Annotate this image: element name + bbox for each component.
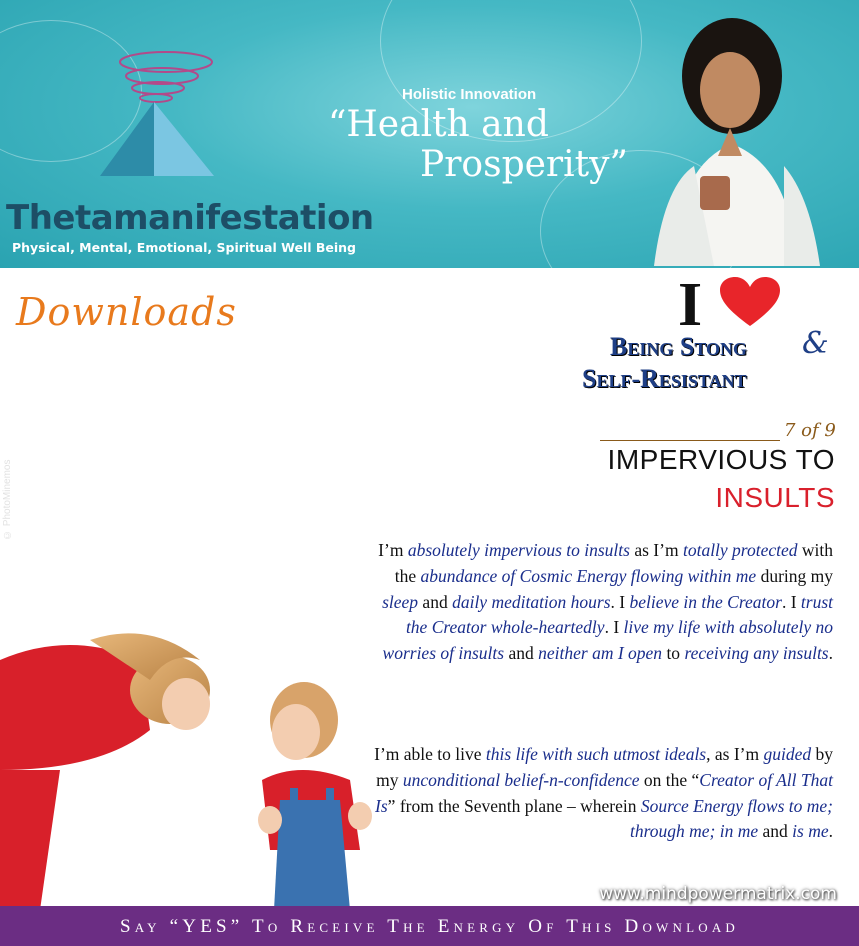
paragraph-1 [363,538,833,667]
title-line1: IMPERVIOUS TO [607,444,835,475]
paragraph1-segment: abundance of Cosmic Energy flowing within me [420,565,757,586]
paragraph1-segment: daily meditation hours [452,591,611,612]
paragraph2-segment: on the “ [639,769,700,790]
paragraph1-segment: receiving any insults [684,643,829,664]
paragraph1-segment: with the [394,540,833,586]
paragraph-2 [363,742,833,845]
watermark: © PhotoMinemos [2,459,13,540]
paragraph2-segment: this life with such utmost ideals [485,744,707,764]
website-url[interactable]: www.mindpowermatrix.com [599,884,837,904]
paragraph1-segment: totally protected [682,540,798,560]
paragraph1-segment: sleep [382,591,419,612]
paragraph1-segment: during my [756,565,833,586]
title-line2: INSULTS [715,482,835,513]
paragraph1-segment: . I [604,617,624,638]
counter-rule [600,440,780,441]
paragraph2-segment: and [758,821,793,842]
affirmation-ampersand: & [802,326,829,361]
paragraph2-segment: guided [763,744,812,764]
brand-name: Thetamanifestation [6,198,374,238]
paragraph1-segment: believe in the Creator [629,591,782,612]
header-banner [0,0,859,268]
paragraph2-segment: unconditional belief-n-confidence [402,769,640,790]
paragraph1-segment: and [418,591,453,612]
paragraph1-segment: live my life with absolutely no worries of insults [382,617,833,664]
paragraph1-segment: . [828,643,833,664]
paragraph1-segment: as I’m [629,540,683,560]
paragraph2-segment: Source Energy flows to me; through me; in me [629,795,833,842]
paragraph1-segment: and [504,643,539,664]
affirmation-line1: Being Stong [610,332,747,361]
paragraph1-segment: I’m [378,540,408,560]
author-portrait [614,16,830,268]
paragraph2-segment: ” from the Seventh plane – wherein [387,795,641,816]
paragraph2-segment: . [828,821,833,842]
affirmation-i: I [678,271,703,339]
paragraph1-segment: . I [610,591,630,612]
kicker-text: Holistic Innovation [402,86,537,103]
paragraph2-segment: , as I’m [706,744,764,764]
section-title: Downloads [16,290,237,334]
headline-line2: Prosperity” [420,144,628,185]
affirmation-line2: Self-Resistant [582,364,747,393]
brand-tagline: Physical, Mental, Emotional, Spiritual Well Being [12,240,357,255]
footer-cta: Say “YES” To Receive The Energy Of This Download [119,916,740,937]
paragraph2-segment: I’m able to live [374,744,486,764]
paragraph1-segment: . I [781,591,801,612]
footer-bar [0,906,859,946]
paragraph2-segment: by my [376,744,833,790]
heart-icon [718,276,782,328]
download-counter: 7 of 9 [784,420,836,441]
pyramid-logo-icon [96,40,226,180]
paragraph2-segment: Creator of All That Is [375,769,833,816]
paragraph1-segment: to [662,643,685,664]
headline-line1: “Health and [328,104,549,145]
paragraph1-segment: neither am I open [538,643,663,664]
paragraph1-segment: trust the Creator whole-heartedly [405,591,833,638]
paragraph1-segment: absolutely impervious to insults [407,540,630,560]
paragraph2-segment: is me [792,821,829,842]
